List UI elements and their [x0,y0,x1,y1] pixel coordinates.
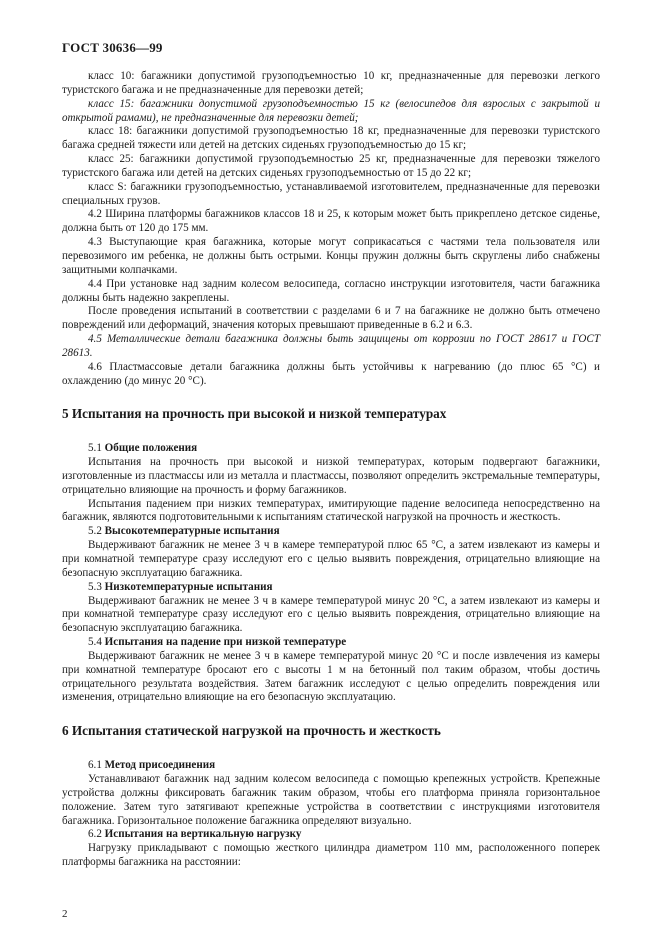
paragraph-5-2: Выдерживают багажник не менее 3 ч в камере температурой плюс 65 °С, а затем извлекают из камеры и при комнатной температуре сразу исследуют его с целью выявить повреждения, отрицательно влияющие на безопасную эксплуатацию багажника. [62,539,600,579]
section-5-heading: 5 Испытания на прочность при высокой и низкой температурах [62,406,447,422]
paragraph-class-s: класс S: багажники грузоподъемностью, устанавливаемой изготовителем, предназначенные для перевозки специальных грузов. [62,180,600,207]
paragraph-4-2: 4.2 Ширина платформы багажников классов 18 и 25, к которым может быть прикреплено детское сиденье, должна быть от 120 до 175 мм. [62,208,600,235]
paragraph-class-10: класс 10: багажники допустимой грузоподъемностью 10 кг, предназначенные для перевозки легкого туристского багажа и не предназначенные для перевозки детей; [62,70,600,96]
paragraph-class-18: класс 18: багажники допустимой грузоподъемностью 18 кг, предназначенные для перевозки туристского багажа средней тяжести или детей на детских сиденьях грузоподъемностью до 15 кг; [62,125,600,152]
subsection-5-1-heading [62,442,600,456]
document-header: ГОСТ 30636—99 [62,40,163,55]
subsection-number: 5.2 [88,525,102,538]
subsection-5-2-heading [62,525,600,539]
paragraph-5-1-b: Испытания падением при низких температурах, имитирующие падение велосипеда непосредственно на багажник, являются подготовительными к испытаниям статической нагрузкой на прочность и жесткость. [62,497,600,524]
paragraph-5-1-a: Испытания на прочность при высокой и низкой температурах, которым подвергают багажники, изготовленные из пластмассы или из металла и пластмассы, позволяют определить экстремальные температуры, отрицательно влияющие на прочность и форму багажников. [62,456,600,496]
paragraph-class-25: класс 25: багажники допустимой грузоподъемностью 25 кг, предназначенные для перевозки тяжелого туристского багажа или детей на детских сиденьях грузоподъемностью от 15 до 22 кг; [62,153,600,179]
subsection-number: 5.1 [88,442,102,455]
paragraph-5-3: Выдерживают багажник не менее 3 ч в камере температурой минус 20 °С, а затем извлекают из камеры и при комнатной температуре сразу исследуют его с целью выявить повреждения, отрицательно влияющие на безопасную эксплуатацию багажника. [62,594,600,635]
subsection-6-2-heading [62,828,600,842]
paragraph-class-15: класс 15: багажники допустимой грузоподъемностью 15 кг (велосипедов для взрослых с закрытой и открытой рамами), не предназначенные для перевозки детей; [62,97,600,124]
paragraph-4-3: 4.3 Выступающие края багажника, которые могут соприкасаться с частями тела пользователя или перевозимого им ребенка, не должны быть острыми. Концы пружин должны быть скруглены либо снабжены защитными колпачками. [62,236,600,276]
subsection-title: Общие положения [104,442,198,455]
subsection-title: Высокотемпературные испытания [104,525,280,538]
subsection-6-1-heading [62,759,600,773]
paragraph-6-1: Устанавливают багажник над задним колесом велосипеда с помощью крепежных устройств. Крепежные устройства должны фиксировать багажник таким образом, чтобы его платформа приняла горизонтальное положение. Затем туго затягивают крепежные устройства в соответствии с инструкциями изготовителя багажника. Горизонтальное положение багажника определяют визуально. [62,772,600,827]
paragraph-4-4: 4.4 При установке над задним колесом велосипеда, согласно инструкции изготовителя, части багажника должны быть надежно закреплены. [62,277,600,304]
subsection-title: Низкотемпературные испытания [104,580,273,593]
subsection-title: Испытания на вертикальную нагрузку [104,828,302,841]
subsection-number: 6.1 [88,759,102,772]
subsection-number: 6.2 [88,828,102,841]
subsection-title: Метод присоединения [104,759,216,772]
subsection-number: 5.3 [88,580,102,593]
document-body [62,70,600,870]
subsection-5-3-heading [62,581,600,595]
subsection-title: Испытания на падение при низкой температуре [104,636,347,649]
page-number: 2 [62,908,68,920]
subsection-5-4-heading [62,636,600,650]
section-6-heading: 6 Испытания статической нагрузкой на прочность и жесткость [62,723,441,739]
paragraph-6-2: Нагрузку прикладывают с помощью жесткого цилиндра диаметром 110 мм, расположенного поперек платформы багажника на расстоянии: [62,842,600,869]
subsection-number: 5.4 [88,636,102,649]
paragraph-4-4-after: После проведения испытаний в соответствии с разделами 6 и 7 на багажнике не должно быть отмечено повреждений или деформаций, значения которых превышают приведенные в 6.2 и 6.3. [62,305,600,332]
paragraph-4-6: 4.6 Пластмассовые детали багажника должны быть устойчивы к нагреванию (до плюс 65 °С) и охлаждению (до минус 20 °С). [62,360,600,387]
paragraph-5-4: Выдерживают багажник не менее 3 ч в камере температурой минус 20 °С и после извлечения из камеры при комнатной температуре бросают его с высоты 1 м на бетонный пол таким образом, чтобы достичь отрицательного результата воздействия. Затем багажник исследуют с целью определить повреждения или изменения, отрицательно влияющие на его безопасную эксплуатацию. [62,649,600,704]
paragraph-4-5: 4.5 Металлические детали багажника должны быть защищены от коррозии по ГОСТ 28617 и ГОСТ 28613. [62,333,600,359]
